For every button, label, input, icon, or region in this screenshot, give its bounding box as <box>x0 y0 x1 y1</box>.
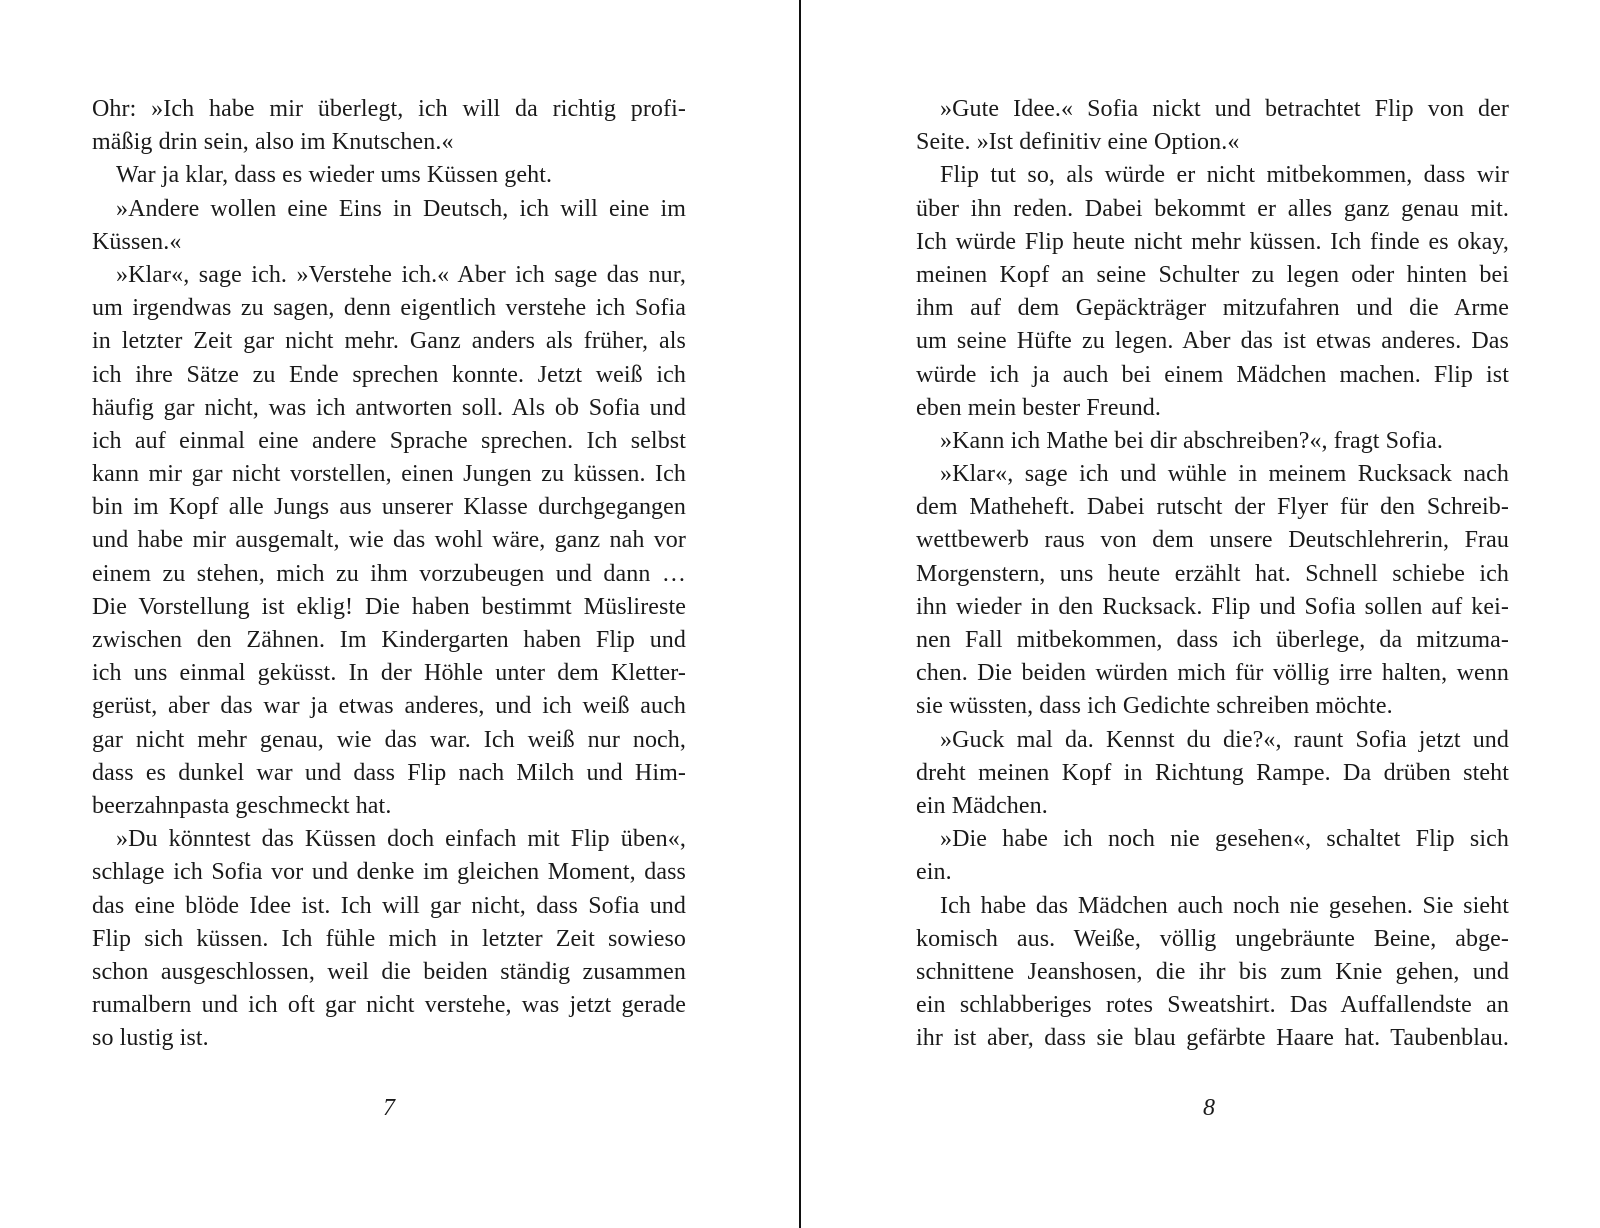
text-line: würde ich ja auch bei einem Mädchen machen. Flip ist <box>916 361 1509 388</box>
text-line: chen. Die beiden würden mich für völlig irre halten, wenn <box>916 660 1509 687</box>
text-line: gerüst, aber das war ja etwas anderes, und ich weiß auch <box>92 693 686 720</box>
text-line: »Andere wollen eine Eins in Deutsch, ich will eine im <box>116 195 686 222</box>
text-line: »Klar«, sage ich und wühle in meinem Rucksack nach <box>940 461 1509 488</box>
text-line: ich ihre Sätze zu Ende sprechen konnte. Jetzt weiß ich <box>92 361 686 388</box>
text-line: War ja klar, dass es wieder ums Küssen geht. <box>116 162 553 189</box>
text-line: um seine Hüfte zu legen. Aber das ist etwas anderes. Das <box>916 328 1509 355</box>
text-line: so lustig ist. <box>92 1025 209 1052</box>
text-line: schon ausgeschlossen, weil die beiden ständig zusammen <box>92 958 686 985</box>
text-line: Ich würde Flip heute nicht mehr küssen. Ich finde es okay, <box>916 228 1509 255</box>
text-line: ein. <box>916 859 952 886</box>
text-line: »Kann ich Mathe bei dir abschreiben?«, fragt Sofia. <box>940 427 1443 454</box>
text-line: häufig gar nicht, was ich antworten soll. Als ob Sofia und <box>92 394 686 421</box>
text-line: ihm auf dem Gepäckträger mitzufahren und die Arme <box>916 295 1509 322</box>
text-line: dem Matheheft. Dabei rutscht der Flyer für den Schreib- <box>916 494 1509 521</box>
right-page <box>801 0 1600 1228</box>
text-line: Küssen.« <box>92 228 182 255</box>
text-line: ihr ist aber, dass sie blau gefärbte Haare hat. Taubenblau. <box>916 1025 1509 1052</box>
left-page-number: 7 <box>383 1095 395 1121</box>
text-line: bin im Kopf alle Jungs aus unserer Klasse durchgegangen <box>92 494 686 521</box>
text-line: gar nicht mehr genau, wie das war. Ich weiß nur noch, <box>92 726 686 753</box>
text-line: Ich habe das Mädchen auch noch nie gesehen. Sie sieht <box>940 892 1509 919</box>
text-line: in letzter Zeit gar nicht mehr. Ganz anders als früher, als <box>92 328 686 355</box>
text-line: sie wüssten, dass ich Gedichte schreiben möchte. <box>916 693 1393 720</box>
text-line: kann mir gar nicht vorstellen, einen Jungen zu küssen. Ich <box>92 461 686 488</box>
text-line: rumalbern und ich oft gar nicht verstehe, was jetzt gerade <box>92 992 686 1019</box>
text-line: eben mein bester Freund. <box>916 394 1161 421</box>
right-page-number: 8 <box>1203 1095 1215 1121</box>
text-line: wettbewerb raus von dem unsere Deutschlehrerin, Frau <box>916 527 1509 554</box>
text-line: meinen Kopf an seine Schulter zu legen oder hinten bei <box>916 261 1509 288</box>
text-line: dreht meinen Kopf in Richtung Rampe. Da drüben steht <box>916 759 1509 786</box>
text-line: ein Mädchen. <box>916 792 1048 819</box>
text-line: einem zu stehen, mich zu ihm vorzubeugen und dann … <box>92 560 686 587</box>
text-line: Seite. »Ist definitiv eine Option.« <box>916 129 1240 156</box>
text-line: »Gute Idee.« Sofia nickt und betrachtet Flip von der <box>940 96 1509 122</box>
text-line: Morgenstern, uns heute erzählt hat. Schnell schiebe ich <box>916 560 1509 587</box>
text-line: und habe mir ausgemalt, wie das wohl wäre, ganz nah vor <box>92 527 686 554</box>
text-line: zwischen den Zähnen. Im Kindergarten haben Flip und <box>92 627 686 653</box>
text-line: ich uns einmal geküsst. In der Höhle unter dem Kletter- <box>92 660 686 687</box>
text-line: Ohr: »Ich habe mir überlegt, ich will da richtig profi- <box>92 96 686 122</box>
text-line: ein schlabberiges rotes Sweatshirt. Das Auffallendste an <box>916 992 1509 1019</box>
text-line: ihn wieder in den Rucksack. Flip und Sofia sollen auf kei- <box>916 593 1509 620</box>
text-line: schnittene Jeanshosen, die ihr bis zum Knie gehen, und <box>916 958 1509 985</box>
text-line: komisch aus. Weiße, völlig ungebräunte Beine, abge- <box>916 925 1509 952</box>
text-line: »Guck mal da. Kennst du die?«, raunt Sofia jetzt und <box>940 726 1509 753</box>
text-line: »Klar«, sage ich. »Verstehe ich.« Aber ich sage das nur, <box>116 261 686 288</box>
right-page-text <box>916 93 1509 1055</box>
text-line: das eine blöde Idee ist. Ich will gar nicht, dass Sofia und <box>92 892 686 919</box>
text-line: Die Vorstellung ist eklig! Die haben bestimmt Müslireste <box>92 593 686 620</box>
left-page-text <box>92 93 686 1055</box>
text-line: ich auf einmal eine andere Sprache sprechen. Ich selbst <box>92 427 686 454</box>
text-line: dass es dunkel war und dass Flip nach Milch und Him- <box>92 759 686 786</box>
text-line: beerzahnpasta geschmeckt hat. <box>92 792 392 819</box>
text-line: »Die habe ich noch nie gesehen«, schaltet Flip sich <box>940 826 1509 853</box>
text-line: Flip sich küssen. Ich fühle mich in letzter Zeit sowieso <box>92 925 686 952</box>
left-page <box>0 0 799 1228</box>
text-line: »Du könntest das Küssen doch einfach mit Flip üben«, <box>116 826 686 853</box>
text-line: mäßig drin sein, also im Knutschen.« <box>92 129 454 156</box>
text-line: Flip tut so, als würde er nicht mitbekommen, dass wir <box>940 162 1509 189</box>
text-line: um irgendwas zu sagen, denn eigentlich verstehe ich Sofia <box>92 295 686 322</box>
text-line: nen Fall mitbekommen, dass ich überlege, da mitzuma- <box>916 627 1509 653</box>
text-line: über ihn reden. Dabei bekommt er alles ganz genau mit. <box>916 195 1509 222</box>
text-line: schlage ich Sofia vor und denke im gleichen Moment, dass <box>92 859 686 886</box>
